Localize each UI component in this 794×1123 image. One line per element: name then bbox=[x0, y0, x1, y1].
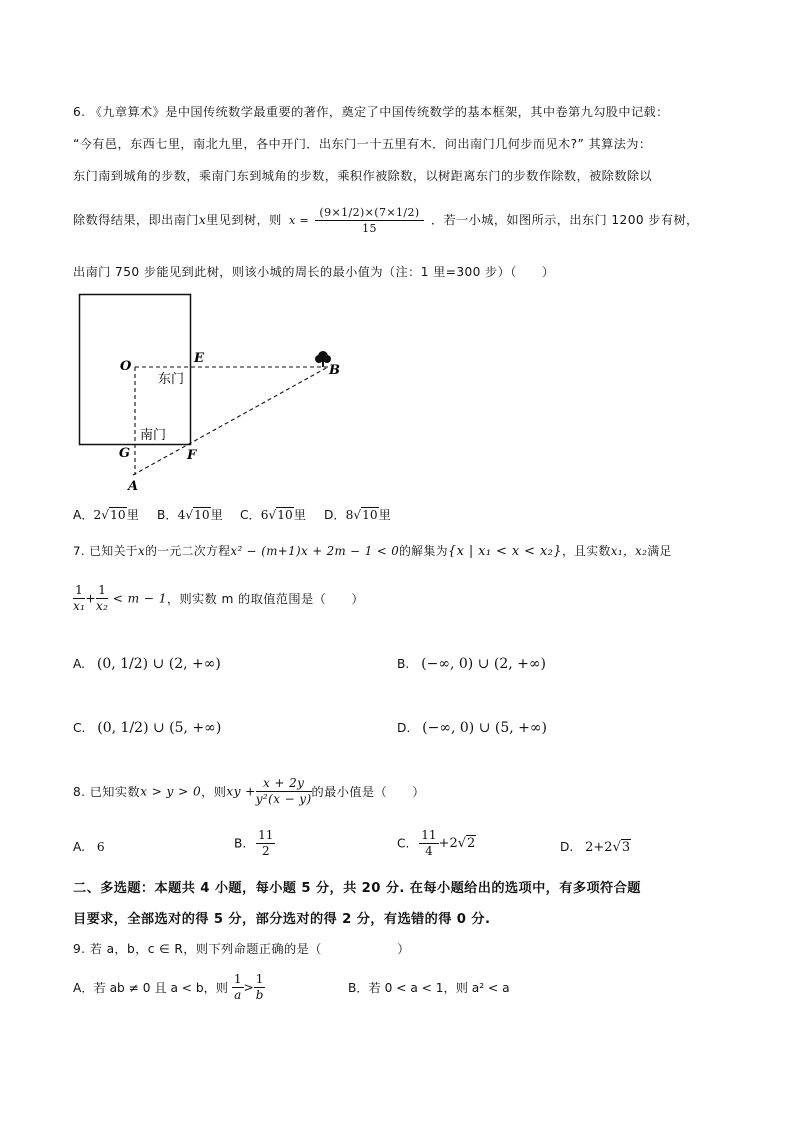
q8-option-c-fraction: $\frac{11}{4}$ bbox=[421, 828, 437, 858]
q7-option-c-value: (0, 1/2) ∪ (5, +∞) bbox=[97, 720, 222, 736]
q7-mid2: 的解集为 bbox=[399, 544, 448, 558]
q6-option-d-label: D． bbox=[324, 508, 346, 522]
q7-frac-2: $\frac{1}{\text{x₂}}$ bbox=[96, 583, 109, 613]
q7-line-2: $\frac{1}{\text{x₁}}$ + $\frac{1}{\text{x₂}}$ < m − 1，则实数 m 的取值范围是（ ） bbox=[73, 583, 364, 613]
q6-option-b[interactable]: B．4√10里 bbox=[157, 508, 223, 522]
q8-option-d[interactable]: D. 2+2√3 bbox=[560, 840, 631, 855]
q6-line-1: 6. 《九章算术》是中国传统数学最重要的著作，奠定了中国传统数学的基本框架，其中卷第九勾股中记载： bbox=[73, 105, 669, 119]
label-e: E bbox=[194, 351, 204, 366]
q7-option-a[interactable] bbox=[73, 656, 221, 672]
q6-line-4 bbox=[73, 205, 699, 236]
q8-option-c-label: C. bbox=[397, 836, 410, 851]
q9-option-a-frac-2: $\frac{1}{b}$ bbox=[255, 972, 264, 1002]
q7-mid: 的一元二次方程 bbox=[145, 544, 231, 558]
q6-diagram bbox=[70, 285, 360, 495]
q8-condition: x > y > 0 bbox=[140, 784, 202, 799]
q9-option-a[interactable] bbox=[73, 972, 265, 1003]
q6-option-b-rad: 10 bbox=[194, 508, 210, 522]
q9-stem: 9. 若 a，b，c ∈ R，则下列命题正确的是（ ） bbox=[73, 942, 410, 956]
q7-vars: x₁，x₂ bbox=[610, 544, 648, 558]
q7-inequality: < m − 1 bbox=[112, 591, 167, 606]
q7-option-d[interactable] bbox=[397, 720, 547, 736]
q6-option-a-coef: 2 bbox=[93, 508, 102, 522]
q8-expr-lead: xy + bbox=[226, 784, 256, 799]
q8-line bbox=[73, 776, 425, 807]
q9-option-a-gt: > bbox=[243, 980, 254, 995]
label-f: F bbox=[187, 448, 197, 463]
q8-question: 的最小值是（ ） bbox=[311, 785, 425, 799]
q7-option-c[interactable] bbox=[73, 720, 221, 736]
q6-option-b-label: B． bbox=[157, 508, 178, 522]
q6-var-x: x bbox=[198, 213, 207, 227]
q6-option-a[interactable]: A．2√10里 bbox=[73, 508, 139, 522]
q8-option-c-tail: +2 bbox=[438, 836, 458, 851]
q6-option-c-label: C． bbox=[240, 508, 261, 522]
q8-option-d-label: D. bbox=[560, 840, 574, 854]
q6-option-b-coef: 4 bbox=[177, 508, 186, 522]
section-2-heading-line-1: 二、多选题：本题共 4 小题，每小题 5 分，共 20 分. 在每小题给出的选项中，有多项符合题 bbox=[73, 881, 641, 896]
q8-option-c-rad: 2 bbox=[467, 836, 476, 851]
q8-option-d-lead: 2+2 bbox=[585, 840, 613, 855]
q7-option-d-label: D. bbox=[397, 721, 411, 735]
q8-mid: ，则 bbox=[201, 785, 227, 799]
q6-line-3: 东门南到城角的步数，乘南门东到城角的步数，乘积作被除数，以树距离东门的步数作除数，被除数除以 bbox=[73, 169, 653, 183]
q6-option-d-unit: 里 bbox=[378, 508, 391, 522]
q6-option-d[interactable]: D．8√10里 bbox=[324, 508, 391, 522]
q6-option-c-unit: 里 bbox=[293, 508, 306, 522]
q6-formula-fraction bbox=[315, 205, 423, 236]
label-b: B bbox=[329, 363, 340, 378]
q8-option-c[interactable]: C. $\frac{11}{4}$ +2√2 bbox=[397, 828, 476, 858]
q7-option-b-value: (−∞, 0) ∪ (2, +∞) bbox=[421, 656, 547, 672]
q6-formula-numerator: (9×1/2)×(7×1/2) bbox=[315, 205, 423, 221]
q7-option-b[interactable] bbox=[397, 656, 546, 672]
q7-option-a-value: (0, 1/2) ∪ (2, +∞) bbox=[96, 656, 221, 672]
q7-option-d-value: (−∞, 0) ∪ (5, +∞) bbox=[422, 720, 548, 736]
q6-formula-lhs: x = bbox=[288, 214, 310, 227]
q7-question: ，则实数 m 的取值范围是（ ） bbox=[166, 592, 364, 606]
q6-line4-post: ．若一小城，如图所示，出东门 1200 步有树， bbox=[430, 213, 699, 227]
q7-end: 满足 bbox=[647, 544, 672, 558]
label-o: O bbox=[120, 359, 132, 374]
label-g: G bbox=[119, 446, 131, 461]
q6-option-d-rad: 10 bbox=[362, 508, 378, 522]
label-a: A bbox=[128, 479, 139, 494]
q9-option-a-frac-1: $\frac{1}{a}$ bbox=[233, 972, 242, 1002]
q7-solution-set: {x | x₁ < x < x₂} bbox=[447, 544, 562, 559]
label-south-gate: 南门 bbox=[140, 428, 167, 443]
q7-post: ，且实数 bbox=[561, 544, 611, 558]
q6-option-a-rad: 10 bbox=[110, 508, 126, 522]
q6-option-a-unit: 里 bbox=[126, 508, 139, 522]
q6-option-c-rad: 10 bbox=[277, 508, 293, 522]
q8-pre: 8. 已知实数 bbox=[73, 785, 141, 799]
q8-option-a-label: A. bbox=[73, 840, 85, 854]
q7-line-1 bbox=[73, 542, 672, 559]
q6-option-c[interactable]: C．6√10里 bbox=[240, 508, 306, 522]
q6-option-d-coef: 8 bbox=[345, 508, 354, 522]
q6-option-b-unit: 里 bbox=[210, 508, 223, 522]
q8-option-a[interactable] bbox=[73, 840, 105, 854]
q6-line-5: 出南门 750 步能见到此树，则该小城的周长的最小值为（注：1 里=300 步）（ ） bbox=[73, 265, 555, 279]
q9-option-a-text: A．若 ab ≠ 0 且 a < b，则 bbox=[73, 981, 228, 995]
q7-option-c-label: C. bbox=[73, 721, 86, 735]
q8-option-b-label: B. bbox=[234, 836, 247, 851]
label-east-gate: 东门 bbox=[158, 372, 185, 387]
section-2-heading-line-2: 目要求，全部选对的得 5 分，部分选对的得 2 分，有选错的得 0 分. bbox=[73, 912, 491, 927]
q8-option-b-fraction: $\frac{11}{2}$ bbox=[258, 828, 274, 858]
q6-formula-denominator: 15 bbox=[362, 222, 377, 235]
q7-option-a-label: A. bbox=[73, 657, 85, 671]
q6-line4-pre: 除数得结果，即出南门 bbox=[73, 213, 199, 227]
q6-formula bbox=[289, 205, 424, 236]
q8-option-a-value: 6 bbox=[96, 840, 105, 854]
q7-frac-1: $\frac{1}{\text{x₁}}$ bbox=[73, 583, 86, 613]
q8-option-b[interactable] bbox=[234, 828, 275, 859]
q7-var-x: x bbox=[138, 544, 146, 558]
q6-line-2: “今有邑，东西七里，南北九里，各中开门．出东门一十五里有木．问出南门几何步而见木?” 其算法为： bbox=[73, 137, 652, 151]
q6-option-c-coef: 6 bbox=[260, 508, 269, 522]
q6-line4-mid: 里见到树，则 bbox=[206, 213, 282, 227]
q9-option-b[interactable]: B．若 0 < a < 1，则 a² < a bbox=[348, 981, 510, 995]
q7-equation: x² − (m+1)x + 2m − 1 < 0 bbox=[230, 544, 400, 558]
q7-pre: 7. 已知关于 bbox=[73, 544, 138, 558]
q8-option-d-rad: 3 bbox=[621, 840, 631, 855]
q6-option-a-label: A． bbox=[73, 508, 94, 522]
q8-expr-fraction: $\frac{x + 2y}{\text{y²(x − y)}}$ bbox=[255, 776, 312, 806]
q7-option-b-label: B. bbox=[397, 657, 410, 671]
